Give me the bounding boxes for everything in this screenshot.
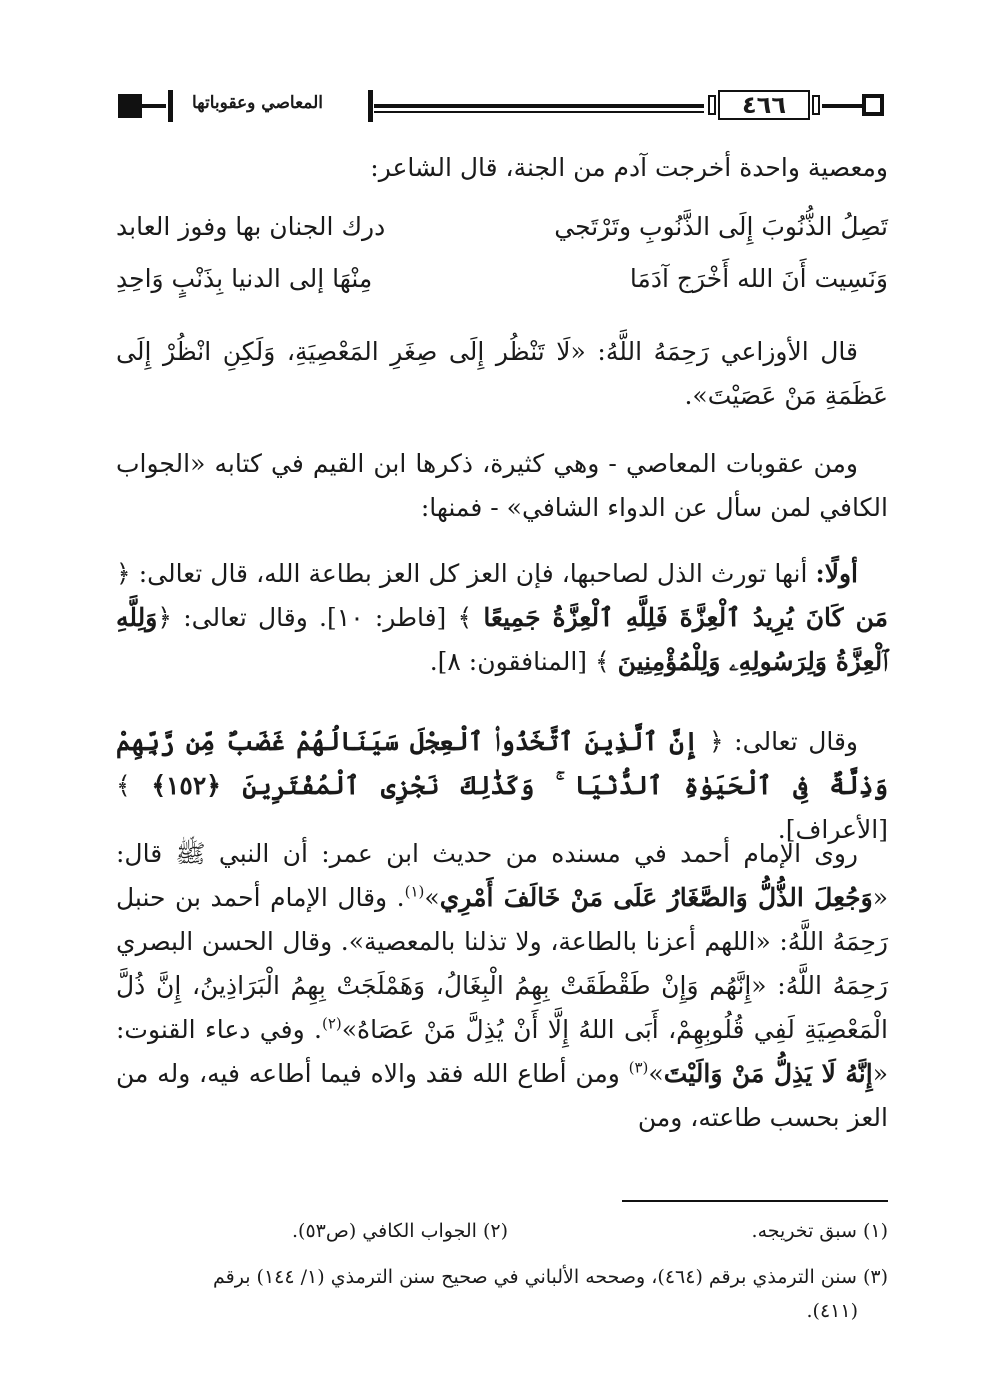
footnote-separator bbox=[622, 1200, 888, 1202]
page-number-frame bbox=[718, 90, 810, 120]
paragraph-intro-punishments: ومن عقوبات المعاصي - وهي كثيرة، ذكرها ابن القيم في كتابه «الجواب الكافي لمن سأل عن الدواء الشافي» - فمنها: bbox=[116, 449, 888, 522]
text: ومن أطاع الله فقد والاه فيما أطاعه فيه، وله من العز بحسب طاعته، ومن bbox=[116, 1059, 888, 1132]
quran-verse: وَلِلَّهِ ٱلْعِزَّةُ وَلِرَسُولِهِۦ وَلِلْمُؤْمِنِينَ bbox=[116, 603, 888, 676]
text: وقال تعالى: ﴿ bbox=[698, 727, 858, 756]
paragraph-first-punishment bbox=[116, 552, 888, 684]
poem-hemistich-second: درك الجنان بها وفوز العابد bbox=[116, 212, 386, 241]
header-ornament-left bbox=[118, 94, 142, 118]
header-rule bbox=[374, 104, 704, 108]
running-title: المعاصي وعقوباتها bbox=[192, 93, 324, 113]
paragraph-hadith bbox=[116, 832, 888, 1140]
poem-verse bbox=[116, 212, 888, 256]
quran-verse: مَن كَانَ يُرِيدُ ٱلْعِزَّةَ فَلِلَّهِ ٱلْعِزَّةُ جَمِيعًا bbox=[483, 603, 888, 632]
text: ﴾ [الأعراف]. bbox=[116, 771, 888, 844]
quran-verse: إِنَّ ٱلَّذِينَ ٱتَّخَذُوا۟ ٱلْعِجْلَ سَيَنَالُهُمْ غَضَبٌ مِّن رَّبِّهِمْ وَذِلَّةٌ فِى ٱلْحَيَوٰةِ ٱلدُّنْيَا ۚ وَكَذَٰلِكَ نَجْزِى ٱلْمُفْتَرِينَ ﴿١٥٢﴾ bbox=[116, 727, 888, 800]
header-rule bbox=[822, 104, 862, 108]
running-header bbox=[118, 90, 888, 122]
poem-verse bbox=[116, 264, 888, 308]
point-label: أولًا: bbox=[815, 559, 858, 588]
text: روى الإمام أحمد في مسنده من حديث ابن عمر: أن النبي ﷺ قال: « bbox=[116, 839, 888, 912]
footnote-ref[interactable]: (٣) bbox=[628, 1058, 649, 1077]
footnote-3-continued: (٤١١). bbox=[806, 1300, 858, 1322]
paragraph-awzai: قال الأوزاعي رَحِمَهُ اللَّهُ: «لَا تَنْظُر إِلَى صِغَرِ المَعْصِيَةِ، وَلَكِنِ انْظُرْ إِلَى عَظَمَةِ مَنْ عَصَيْتَ». bbox=[116, 337, 888, 410]
footnote-ref[interactable]: (٢) bbox=[321, 1014, 342, 1033]
text: ﴾ [فاطر: ١٠]. وقال تعالى: ﴿ bbox=[157, 603, 484, 632]
text: » bbox=[648, 1059, 664, 1088]
footnote-ref[interactable]: (١) bbox=[404, 882, 425, 901]
header-divider bbox=[368, 90, 373, 122]
poem-hemistich-first: تَصِلُ الذُّنُوبَ إِلَى الذَّنُوبِ وتَرْتَجي bbox=[554, 212, 888, 241]
page-number: ٤٦٦ bbox=[742, 91, 786, 119]
text: أنها تورث الذل لصاحبها، فإن العز كل العز بطاعة الله، قال تعالى: ﴿ bbox=[116, 559, 816, 588]
text: » bbox=[424, 883, 440, 912]
hadith-text: وَجُعِلَ الذُّلُّ وَالصَّغَارُ عَلَى مَنْ خَالَفَ أَمْرِي bbox=[439, 883, 873, 912]
header-rule bbox=[374, 111, 704, 113]
header-rule bbox=[142, 104, 166, 108]
header-ornament-right bbox=[862, 94, 884, 116]
footnote-3: (٣) سنن الترمذي برقم (٤٦٤)، وصححه الألباني في صحيح سنن الترمذي (١/ ١٤٤) برقم bbox=[213, 1266, 888, 1288]
text: ﴾ [المنافقون: ٨]. bbox=[429, 647, 618, 676]
intro-line: ومعصية واحدة أخرجت آدم من الجنة، قال الشاعر: bbox=[370, 153, 888, 182]
text: . وفي دعاء القنوت: « bbox=[116, 1015, 888, 1088]
header-divider bbox=[168, 90, 173, 122]
poem-hemistich-first: وَنَسِيت أَنَ الله أَخْرَج آدَمَا bbox=[629, 264, 888, 293]
hadith-text: إِنَّهُ لَا يَذِلُّ مَنْ وَالَيْتَ bbox=[663, 1059, 873, 1088]
footnote-2: (٢) الجواب الكافي (ص٥٣). bbox=[291, 1220, 508, 1242]
text: . وقال الإمام أحمد بن حنبل رَحِمَهُ اللَّهُ: «اللهم أعزنا بالطاعة، ولا تذلنا بالمعصية». وقال الحسن البصري رَحِمَهُ اللَّهُ: «إِنَّهُم وَإِنْ طَقْطَقَتْ بِهِمُ الْبِغَالُ، وَهَمْلَجَتْ بِهِمُ الْبَرَاذِينُ، إِنَّ ذُلَّ الْمَعْصِيَةِ لَفِي قُلُوبِهِمْ، أَبَى اللهُ إِلَّا أَنْ يُذِلَّ مَنْ عَصَاهُ» bbox=[116, 883, 888, 1044]
footnote-1: (١) سبق تخريجه. bbox=[751, 1220, 888, 1242]
poem-hemistich-second: مِنْهَا إلى الدنيا بِذَنْبٍ وَاحِدِ bbox=[116, 264, 373, 293]
